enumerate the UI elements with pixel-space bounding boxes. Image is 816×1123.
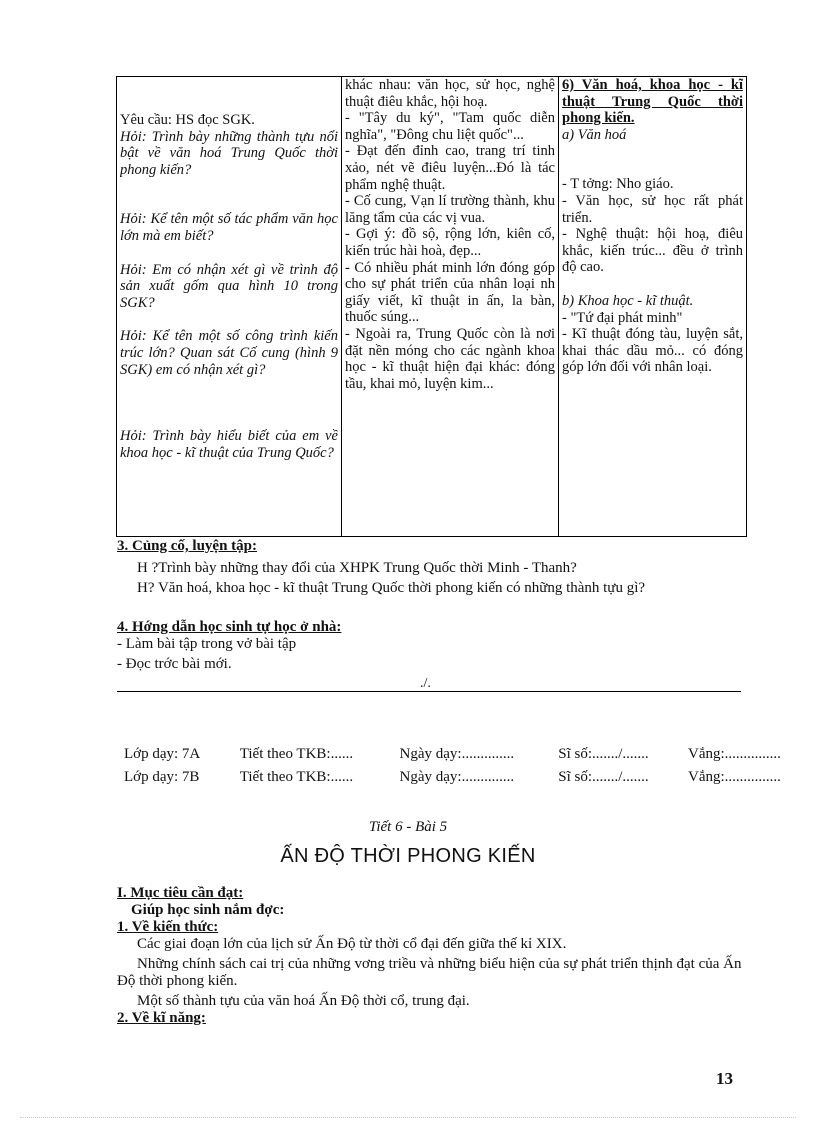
period-field: Tiết theo TKB:...... [239, 746, 354, 762]
homework-item: - Đọc trớc bài mới. [117, 656, 232, 672]
content-text: - "Tứ đại phát minh" [562, 309, 683, 326]
class-info-row [124, 768, 781, 786]
review-question: H ?Trình bày những thay đổi của XHPK Trung Quốc thời Minh - Thanh? [137, 560, 577, 576]
homework-section [117, 619, 747, 673]
class-info-row [124, 745, 781, 763]
divider-line [117, 691, 741, 692]
answer-text: - "Tây du ký", "Tam quốc diễn nghĩa", "Đông chu liệt quốc"... [345, 110, 555, 143]
review-question: H? Văn hoá, khoa học - kĩ thuật Trung Quốc thời phong kiến có những thành tựu gì? [137, 580, 646, 596]
end-mark: ./. [420, 676, 431, 691]
question-text: Hỏi: Trình bày hiểu biết của em về khoa học - kĩ thuật của Trung Quốc? [120, 428, 338, 461]
question-text: Hỏi: Em có nhận xét gì về trình độ sản xuất gốm qua hình 10 trong SGK? [120, 261, 338, 311]
teacher-activity-column [117, 77, 342, 537]
subsection-heading: b) Khoa học - kĩ thuật. [562, 292, 694, 309]
answer-text: - Đạt đến đỉnh cao, trang trí tinh xảo, nét vẽ điêu luyện...Đó là tác phẩm nghệ thuật. [345, 143, 555, 193]
consolidation-section [117, 538, 747, 597]
content-text: - T tởng: Nho giáo. [562, 176, 674, 193]
class-size-field: Sĩ số:......./....... [558, 769, 649, 785]
date-field: Ngày dạy:.............. [399, 769, 515, 785]
class-label: Lớp dạy: 7A [124, 746, 201, 762]
content-column [559, 77, 747, 537]
lesson-title: ẤN ĐỘ THỜI PHONG KIẾN [280, 845, 536, 867]
objectives-intro: Giúp học sinh nắm đợc: [131, 902, 285, 918]
question-text: Hỏi: Kể tên một số tác phẩm văn học lớn mà em biết? [120, 211, 338, 244]
section-heading: 6) Văn hoá, khoa học - kĩ thuật Trung Quốc thời phong kiến. [562, 77, 743, 127]
lesson-activity-table [116, 76, 747, 537]
skills-heading: 2. Về kĩ năng: [117, 1010, 206, 1026]
period-field: Tiết theo TKB:...... [239, 769, 354, 785]
answer-text: khác nhau: văn học, sử học, nghệ thuật điêu khắc, hội hoạ. [345, 77, 555, 110]
objectives-section [117, 885, 747, 1027]
question-text: Hỏi: Trình bày những thành tựu nổi bật về văn hoá Trung Quốc thời phong kiến? [120, 128, 338, 178]
knowledge-heading: 1. Về kiến thức: [117, 919, 219, 935]
student-activity-column [342, 77, 559, 537]
answer-text: - Ngoài ra, Trung Quốc còn là nơi đặt nền móng cho các ngành khoa học - kĩ thuật hiện đại khác: đóng tầu, khai mỏ, luyện kim... [345, 325, 555, 392]
answer-text: - Có nhiều phát minh lớn đóng góp cho sự phát triển của nhân loại nh giấy viết, kĩ thuật in ấn, la bàn, thuốc súng... [345, 259, 555, 326]
absent-field: Vắng:............... [688, 769, 781, 785]
content-text: - Văn học, sử học rất phát triển. [562, 192, 743, 226]
table-row [117, 77, 747, 537]
question-text: Hỏi: Kể tên một số công trình kiến trúc lớn? Quan sát Cố cung (hình 9 SGK) em có nhận xét gì? [120, 328, 338, 378]
answer-text: - Cố cung, Vạn lí trường thành, khu lăng tẩm của các vị vua. [345, 193, 555, 226]
objectives-heading: I. Mục tiêu cần đạt: [117, 885, 244, 901]
homework-item: - Làm bài tập trong vở bài tập [117, 636, 297, 652]
knowledge-item: Những chính sách cai trị của những vơng triều và những biểu hiện của sự phát triển thịnh đạt của Ấn Độ thời phong kiến. [117, 956, 742, 989]
class-size-field: Sĩ số:......./....... [558, 746, 649, 762]
date-field: Ngày dạy:.............. [399, 746, 515, 762]
content-text: - Kĩ thuật đóng tàu, luyện sắt, khai thác dầu mỏ... có đóng góp lớn đối với nhân loại. [562, 326, 743, 376]
knowledge-item: Một số thành tựu của văn hoá Ấn Độ thời cổ, trung đại. [137, 993, 470, 1009]
page-bottom-dotted-line [20, 1117, 796, 1118]
homework-heading: 4. Hớng dẫn học sinh tự học ở nhà: [117, 619, 342, 635]
consolidation-heading: 3. Củng cố, luyện tập: [117, 538, 258, 554]
page-number: 13 [716, 1069, 733, 1088]
content-text: - Nghệ thuật: hội hoạ, điêu khắc, kiến trúc... đều ở trình độ cao. [562, 226, 743, 276]
answer-text: - Gợi ý: đồ sộ, rộng lớn, kiên cố, kiến trúc hài hoà, đẹp... [345, 226, 555, 259]
absent-field: Vắng:............... [688, 746, 781, 762]
lesson-number: Tiết 6 - Bài 5 [368, 819, 448, 835]
class-label: Lớp dạy: 7B [124, 769, 200, 785]
knowledge-item: Các giai đoạn lớn của lịch sử Ấn Độ từ thời cổ đại đến giữa thế kỉ XIX. [137, 936, 567, 952]
subsection-heading: a) Văn hoá [562, 126, 627, 143]
instruction-text: Yêu cầu: HS đọc SGK. [120, 112, 255, 128]
